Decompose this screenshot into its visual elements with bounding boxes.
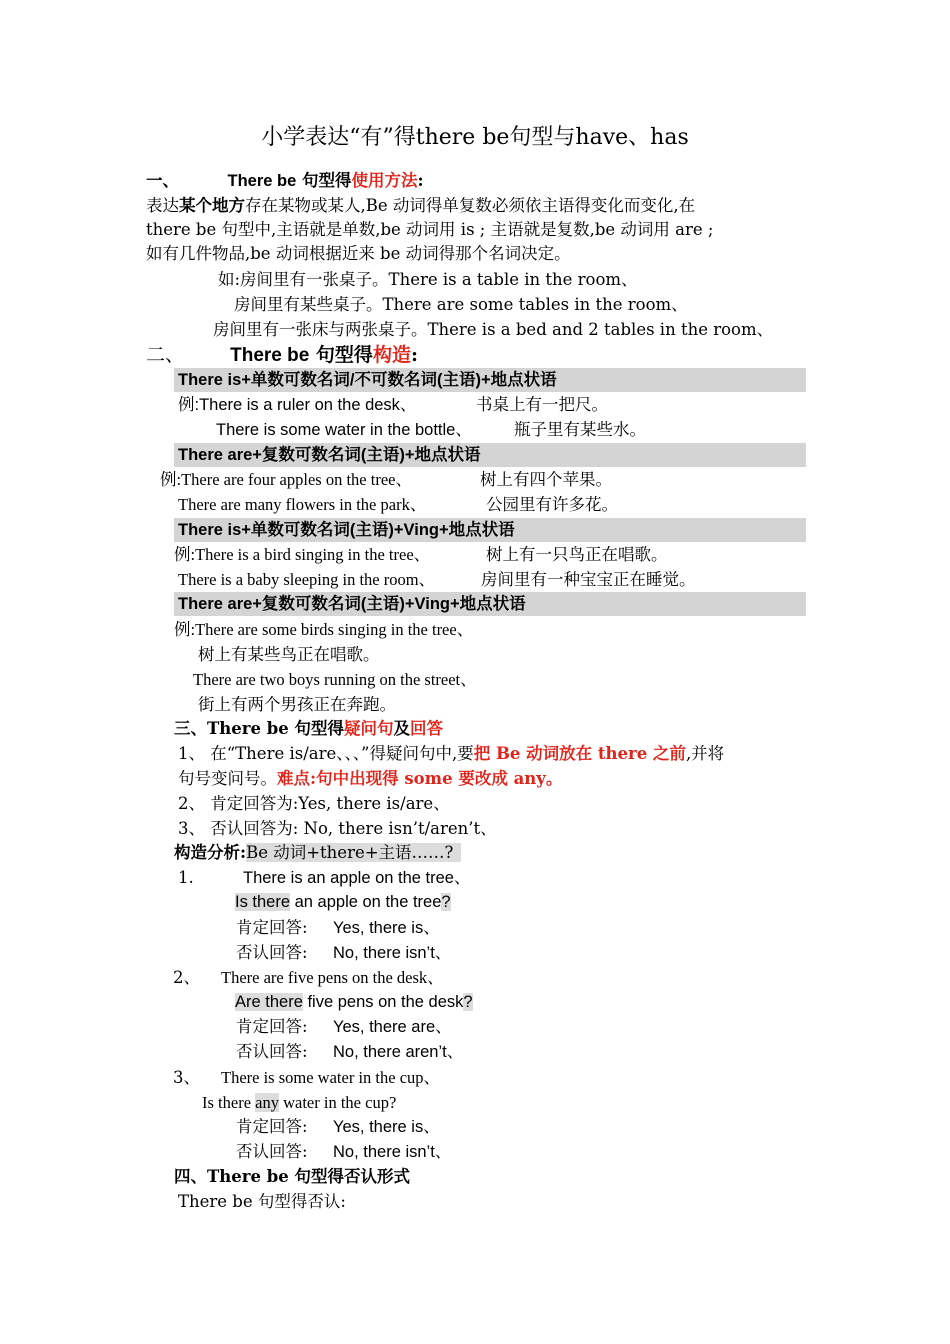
section-1-paragraph-line-1 bbox=[146, 195, 695, 217]
rule-1-highlight: 把 Be 动词放在 there 之前 bbox=[473, 744, 686, 763]
example-1-statement: There is an apple on the tree、 bbox=[243, 869, 471, 887]
example-3-no-label: 否认回答: bbox=[236, 1142, 308, 1161]
structure-4-example-line-3: There are two boys running on the street、 bbox=[193, 670, 477, 689]
example-3-no-answer: No, there isn’t、 bbox=[333, 1143, 452, 1161]
section-2-heading-highlight: 构造 bbox=[372, 344, 411, 366]
structure-1-example-2-cn: 瓶子里有某些水。 bbox=[514, 420, 646, 439]
structure-bar-2 bbox=[174, 443, 806, 467]
section-2-heading bbox=[146, 343, 418, 368]
rule-1-line-2-text: 句号变问号。 bbox=[178, 769, 277, 788]
section-1-example-3: 房间里有一张床与两张桌子。There is a bed and 2 tables in the room、 bbox=[213, 320, 774, 339]
rule-1-line-2 bbox=[178, 768, 562, 790]
section-1-example-2: 房间里有某些桌子。There are some tables in the room、 bbox=[234, 295, 688, 314]
structure-bar-1 bbox=[174, 368, 806, 392]
structure-3-example-2-cn: 房间里有一种宝宝正在睡觉。 bbox=[481, 570, 696, 589]
example-3-yes-answer: Yes, there is、 bbox=[333, 1118, 440, 1136]
section-2-heading-cn: 句型得 bbox=[309, 344, 373, 366]
section-1-paragraph-line-3: 如有几件物品,be 动词根据近来 be 动词得那个名词决定。 bbox=[146, 244, 571, 263]
example-1-no-answer: No, there isn’t、 bbox=[333, 944, 452, 962]
section-3-heading-and: 及 bbox=[393, 719, 410, 738]
section-1-paragraph-line-2: there be 句型中,主语就是单数,be 动词用 is ; 主语就是复数,be 动词用 are ; bbox=[146, 220, 714, 239]
structure-bar-4-text: There are+复数可数名词(主语)+Ving+地点状语 bbox=[178, 595, 526, 613]
structure-4-example-line-1: 例:There are some birds singing in the tree、 bbox=[174, 620, 474, 639]
section-1-example-1: 如:房间里有一张桌子。There is a table in the room、 bbox=[218, 270, 638, 289]
structure-3-example-2-en: There is a baby sleeping in the room、 bbox=[178, 570, 436, 589]
example-2-question bbox=[235, 991, 473, 1013]
page-title: 小学表达“有”得there be句型与have、has bbox=[261, 125, 689, 150]
example-2-question-mark: ? bbox=[463, 993, 473, 1011]
example-2-question-highlight: Are there bbox=[235, 993, 303, 1011]
structure-bar-3-text: There is+单数可数名词(主语)+Ving+地点状语 bbox=[178, 521, 515, 539]
section-3-heading bbox=[174, 718, 443, 740]
example-2-no-label: 否认回答: bbox=[236, 1042, 308, 1061]
section-2-number: 二、 bbox=[146, 344, 185, 366]
section-1-number: 一、 bbox=[146, 171, 179, 190]
structure-2-example-2-en: There are many flowers in the park、 bbox=[178, 495, 427, 514]
structure-2-example-1-cn: 树上有四个苹果。 bbox=[480, 470, 612, 489]
example-1-question-rest: an apple on the tree bbox=[290, 893, 442, 911]
example-1-question-highlight: Is there bbox=[235, 893, 291, 911]
section-1-heading bbox=[146, 170, 424, 192]
example-3-number: 3、 bbox=[173, 1068, 200, 1087]
example-1-yes-label: 肯定回答: bbox=[236, 918, 308, 937]
example-3-question-b: water in the cup? bbox=[278, 1093, 397, 1112]
section-2-heading-colon: : bbox=[410, 344, 418, 366]
rule-2: 2、 肯定回答为:Yes, there is/are、 bbox=[178, 794, 450, 813]
example-3-question bbox=[202, 1092, 396, 1114]
rule-1-text-b: ,并将 bbox=[685, 744, 725, 763]
rule-1-line-1 bbox=[178, 743, 724, 765]
example-1-question bbox=[235, 891, 451, 913]
example-3-statement: There is some water in the cup、 bbox=[221, 1068, 441, 1087]
example-2-statement: There are five pens on the desk、 bbox=[221, 968, 444, 987]
section-1-heading-highlight: 使用方法 bbox=[351, 171, 418, 190]
structure-4-example-line-4: 街上有两个男孩正在奔跑。 bbox=[198, 695, 396, 714]
example-2-question-rest: five pens on the desk bbox=[302, 993, 464, 1011]
rule-1-text-a: 1、 在“There is/are、、、”得疑问句中,要 bbox=[178, 744, 474, 763]
section-3-heading-red-1: 疑问句 bbox=[344, 719, 394, 738]
structure-analysis bbox=[174, 842, 461, 864]
section-1-heading-en: There be bbox=[227, 172, 297, 190]
structure-bar-1-text: There is+单数可数名词/不可数名词(主语)+地点状语 bbox=[178, 371, 557, 389]
section-3-heading-red-2: 回答 bbox=[410, 719, 443, 738]
structure-bar-3 bbox=[174, 518, 806, 542]
section-1-heading-colon: : bbox=[417, 171, 424, 190]
p1-text-a: 表达 bbox=[146, 196, 179, 215]
structure-bar-4 bbox=[174, 592, 806, 616]
example-3-yes-label: 肯定回答: bbox=[236, 1117, 308, 1136]
example-1-number: 1. bbox=[178, 868, 194, 887]
section-4-line-1: There be 句型得否认: bbox=[178, 1192, 346, 1211]
analysis-label: 构造分析: bbox=[174, 843, 247, 862]
example-1-question-mark: ? bbox=[441, 893, 451, 911]
rule-1-difficulty: 难点:句中出现得 some 要改成 any。 bbox=[277, 769, 563, 788]
p1-text-b: 存在某物或某人,Be 动词得单复数必须依主语得变化而变化,在 bbox=[245, 196, 696, 215]
structure-1-example-1-cn: 书桌上有一把尺。 bbox=[476, 395, 608, 414]
structure-1-example-1-en: 例:There is a ruler on the desk、 bbox=[178, 396, 417, 414]
structure-3-example-1-cn: 树上有一只鸟正在唱歌。 bbox=[486, 545, 668, 564]
structure-1-example-2-en: There is some water in the bottle、 bbox=[216, 421, 472, 439]
example-1-yes-answer: Yes, there is、 bbox=[333, 919, 440, 937]
example-2-yes-answer: Yes, there are、 bbox=[333, 1018, 452, 1036]
section-4-heading: 四、There be 句型得否认形式 bbox=[174, 1167, 410, 1186]
rule-3: 3、 否认回答为: No, there isn’t/aren’t、 bbox=[178, 819, 497, 838]
structure-2-example-2-cn: 公园里有许多花。 bbox=[486, 495, 618, 514]
section-3-heading-text: 三、There be 句型得 bbox=[174, 719, 344, 738]
example-1-no-label: 否认回答: bbox=[236, 943, 308, 962]
example-3-question-highlight: any bbox=[255, 1093, 279, 1112]
structure-2-example-1-en: 例:There are four apples on the tree、 bbox=[160, 470, 412, 489]
structure-bar-2-text: There are+复数可数名词(主语)+地点状语 bbox=[178, 446, 481, 464]
example-3-question-a: Is there bbox=[202, 1093, 256, 1112]
structure-4-example-line-2: 树上有某些鸟正在唱歌。 bbox=[198, 645, 380, 664]
p1-text-bold: 某个地方 bbox=[179, 196, 245, 215]
structure-3-example-1-en: 例:There is a bird singing in the tree、 bbox=[174, 545, 431, 564]
example-2-yes-label: 肯定回答: bbox=[236, 1017, 308, 1036]
example-2-number: 2、 bbox=[173, 968, 200, 987]
example-2-no-answer: No, there aren’t、 bbox=[333, 1043, 464, 1061]
analysis-formula: Be 动词+there+主语……? bbox=[246, 843, 461, 862]
section-1-heading-cn: 句型得 bbox=[296, 171, 352, 190]
section-2-heading-en: There be bbox=[230, 345, 310, 366]
